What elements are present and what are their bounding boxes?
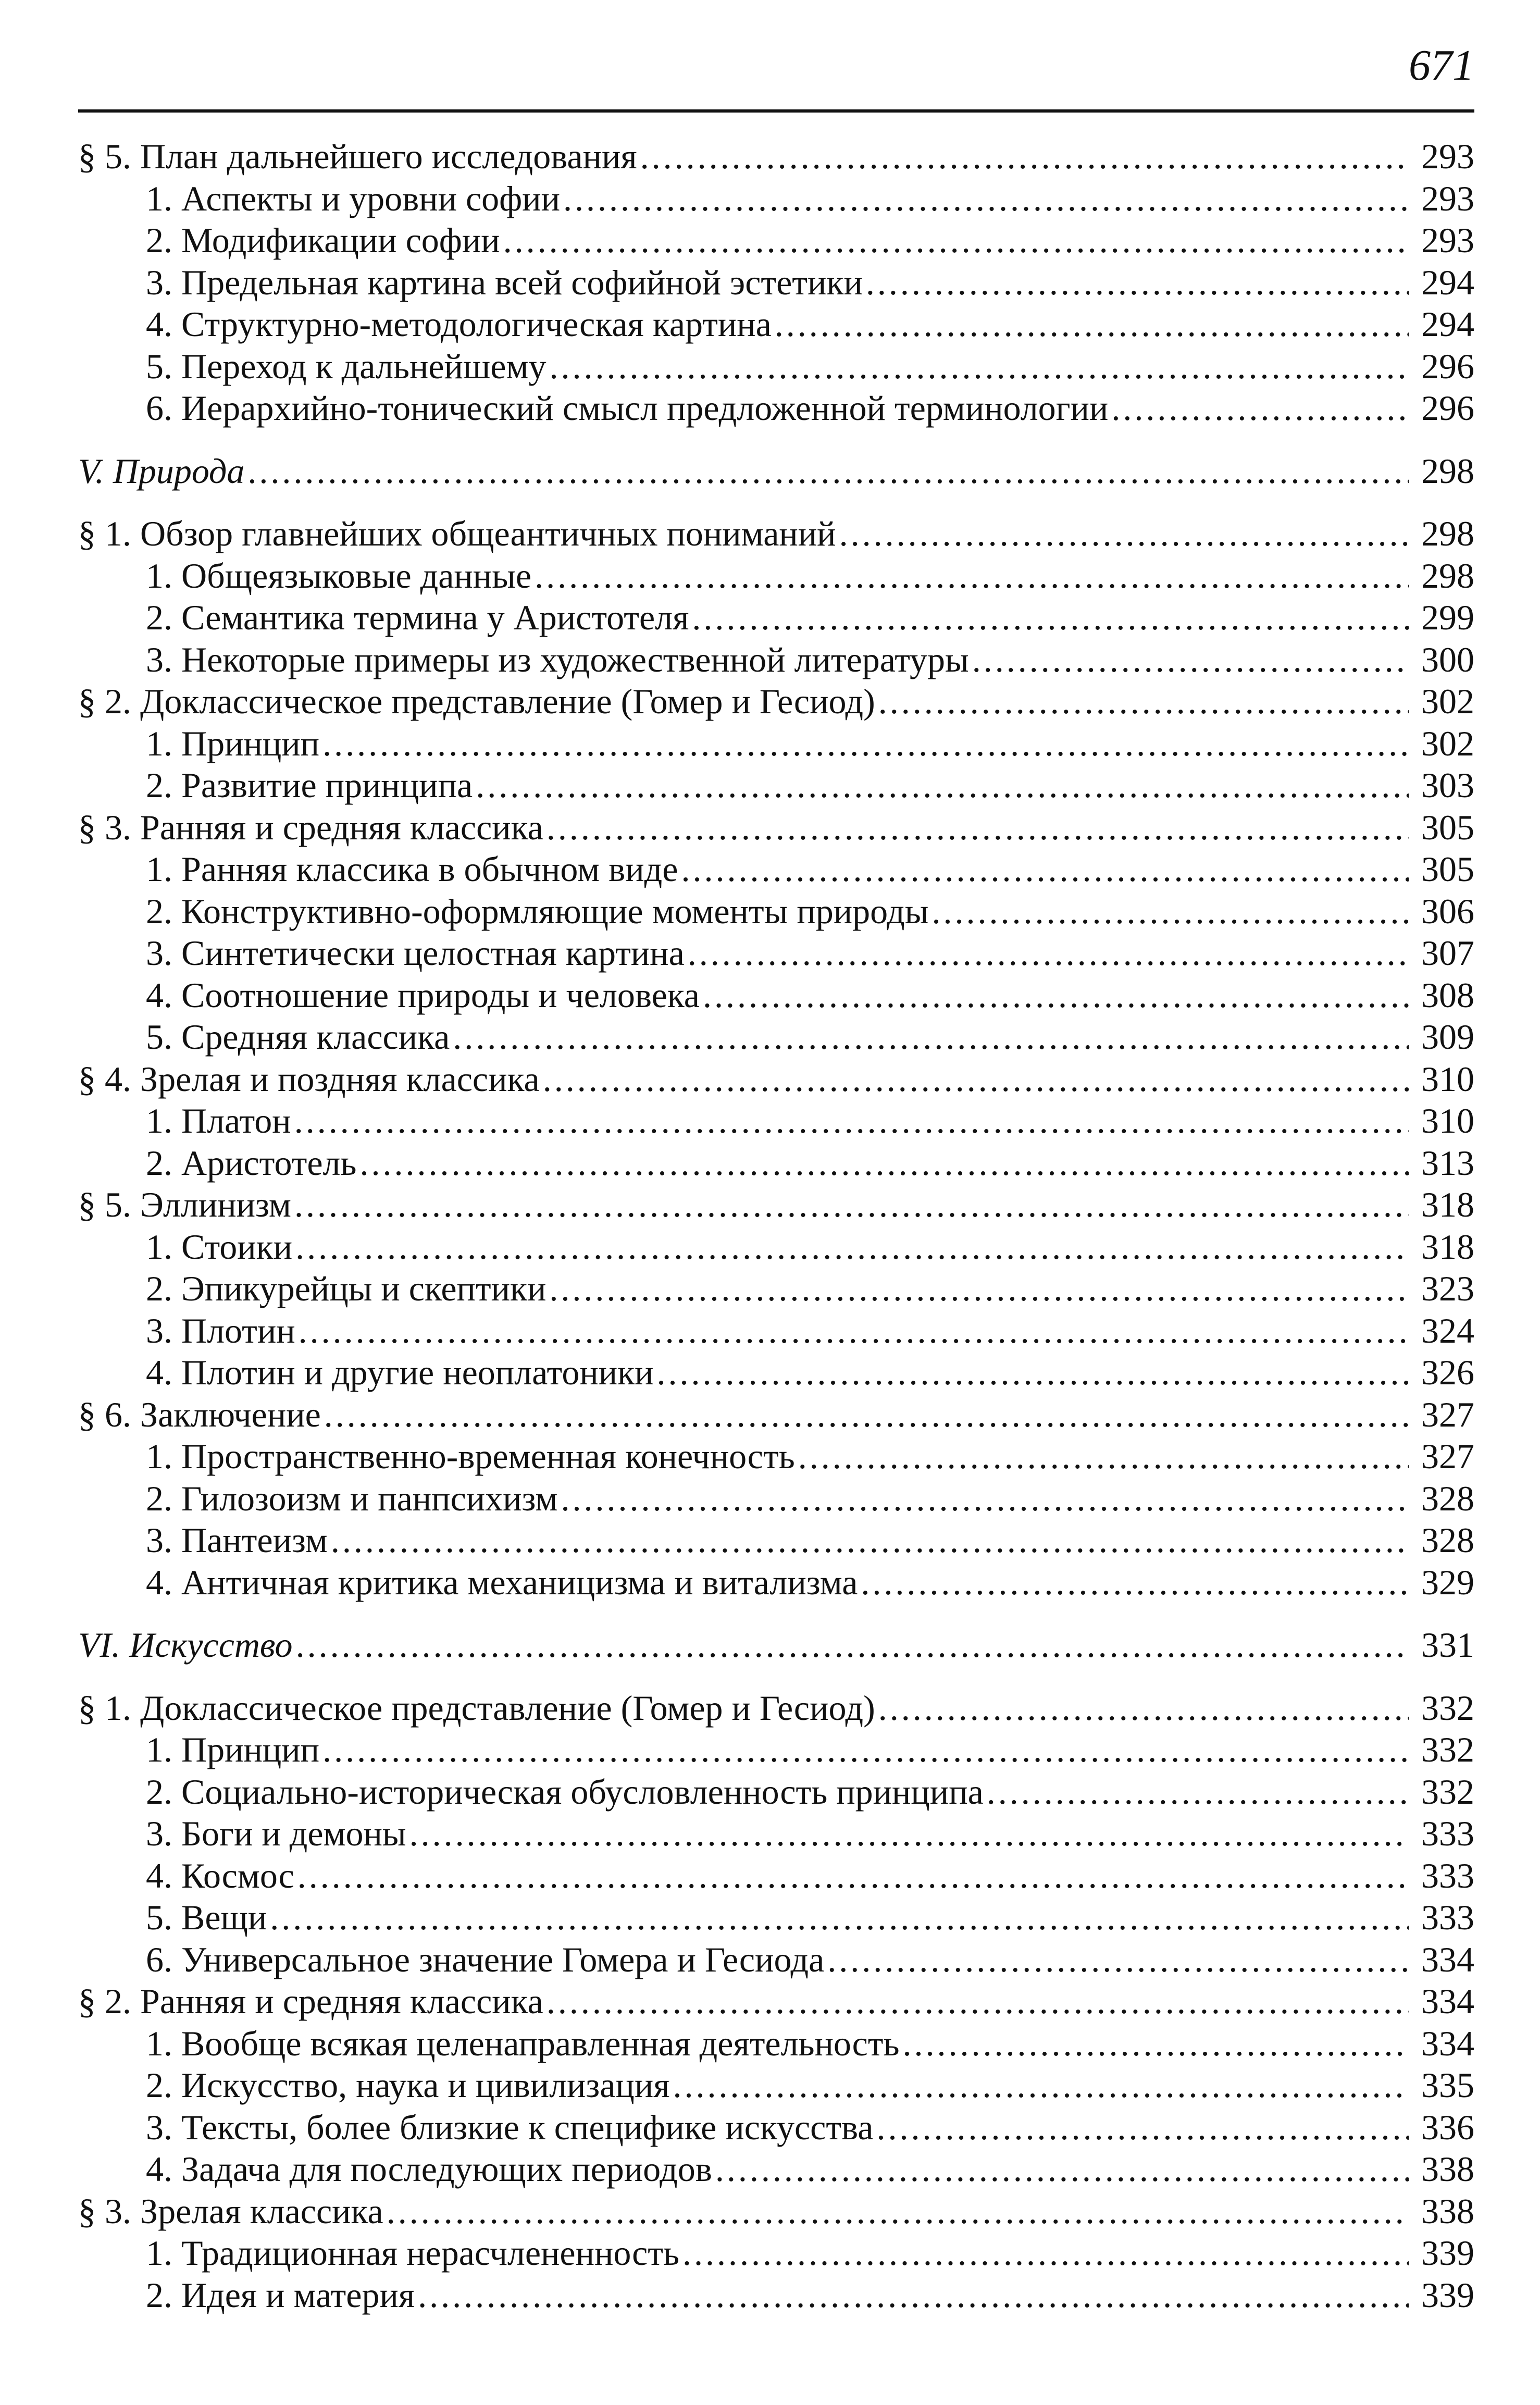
toc-entry-page-number: 293 [1421, 137, 1474, 176]
toc-entry-page-number: 336 [1421, 2107, 1474, 2147]
toc-entry-sub [78, 764, 1474, 807]
toc-entry-sub [78, 597, 1474, 639]
toc-entry-page-number: 326 [1421, 1353, 1474, 1392]
dot-leader [322, 1729, 1409, 1771]
toc-entry-sub [78, 178, 1474, 220]
toc-entry-page-number: 310 [1421, 1059, 1474, 1099]
toc-entry-title: 2. Идея и материя [146, 2275, 415, 2315]
toc-entry-page-number: 296 [1421, 346, 1474, 386]
toc-entry-page-number: 332 [1421, 1771, 1474, 1812]
toc-entry-sub [78, 555, 1474, 597]
dot-leader [322, 723, 1409, 765]
dot-leader [1111, 387, 1409, 429]
toc-entry-sub [78, 1771, 1474, 1813]
toc-entry-title: § 2. Доклассическое представление (Гомер и Гесиод) [78, 681, 875, 721]
dot-leader [547, 807, 1409, 849]
toc-entry-title: 2. Социально-историческая обусловленность принципа [146, 1771, 984, 1812]
toc-entry-section [78, 2190, 1474, 2233]
toc-entry-page-number: 305 [1421, 849, 1474, 889]
toc-entry-page-number: 303 [1421, 765, 1474, 805]
toc-entry-sub [78, 2106, 1474, 2149]
toc-entry-page-number: 300 [1421, 639, 1474, 679]
toc-entry-sub [78, 1142, 1474, 1184]
toc-entry-sub [78, 1561, 1474, 1604]
dot-leader [270, 1896, 1409, 1939]
dot-leader [987, 1771, 1409, 1813]
dot-leader [932, 890, 1409, 933]
toc-entry-title: § 3. Ранняя и средняя классика [78, 807, 543, 847]
dot-leader [550, 345, 1409, 388]
toc-entry-sub [78, 1519, 1474, 1561]
dot-leader [703, 974, 1409, 1016]
toc-entry-page-number: 298 [1421, 514, 1474, 553]
toc-entry-title: § 3. Зрелая классика [78, 2191, 383, 2231]
dot-leader [299, 1310, 1409, 1352]
toc-entry-page-number: 333 [1421, 1855, 1474, 1895]
toc-entry-page-number: 302 [1421, 681, 1474, 721]
toc-entry-title: 5. Вещи [146, 1898, 267, 1937]
dot-leader [453, 1016, 1409, 1058]
dot-leader [972, 639, 1409, 681]
toc-entry-sub [78, 2064, 1474, 2106]
dot-leader [866, 262, 1409, 304]
toc-entry-chapter [78, 450, 1474, 492]
toc-entry-title: 1. Принцип [146, 1730, 320, 1769]
toc-entry-page-number: 339 [1421, 2233, 1474, 2273]
dot-leader [331, 1519, 1409, 1561]
toc-entry-sub [78, 219, 1474, 262]
toc-entry-page-number: 298 [1421, 555, 1474, 596]
toc-entry-sub [78, 1226, 1474, 1268]
toc-entry-title: 2. Искусство, наука и цивилизация [146, 2065, 670, 2105]
toc-entry-page-number: 338 [1421, 2191, 1474, 2231]
toc-entry-page-number: 328 [1421, 1520, 1474, 1560]
toc-entry-page-number: 333 [1421, 1814, 1474, 1853]
toc-entry-page-number: 339 [1421, 2275, 1474, 2315]
toc-entry-sub [78, 345, 1474, 388]
toc-entry-title: 3. Пантеизм [146, 1520, 328, 1560]
toc-entry-page-number: 327 [1421, 1394, 1474, 1434]
toc-entry-section [78, 1184, 1474, 1226]
toc-entry-sub [78, 1268, 1474, 1310]
toc-entry-section [78, 1687, 1474, 1729]
toc-entry-page-number: 332 [1421, 1730, 1474, 1769]
dot-leader [673, 2064, 1409, 2106]
toc-entry-section [78, 513, 1474, 555]
dot-leader [547, 1980, 1409, 2023]
toc-entry-section [78, 1394, 1474, 1436]
toc-entry-sub [78, 932, 1474, 974]
toc-entry-title: 4. Соотношение природы и человека [146, 975, 700, 1015]
toc-entry-title: 4. Античная критика механицизма и витализма [146, 1562, 858, 1602]
toc-entry-page-number: 327 [1421, 1436, 1474, 1476]
toc-entry-title: § 5. План дальнейшего исследования [78, 137, 637, 176]
dot-leader [297, 1855, 1409, 1897]
toc-entry-page-number: 329 [1421, 1562, 1474, 1602]
toc-entry-page-number: 302 [1421, 723, 1474, 763]
toc-entry-sub [78, 1729, 1474, 1771]
toc-entry-title: 5. Средняя классика [146, 1017, 450, 1057]
dot-leader [798, 1435, 1409, 1478]
toc-entry-title: 2. Аристотель [146, 1143, 357, 1183]
toc-entry-page-number: 318 [1421, 1185, 1474, 1224]
toc-entry-title: § 1. Обзор главнейших общеантичных пониманий [78, 514, 836, 553]
toc-entry-title: 1. Пространственно-временная конечность [146, 1436, 795, 1476]
dot-leader [839, 513, 1409, 555]
dot-leader [247, 450, 1409, 492]
toc-entry-title: § 1. Доклассическое представление (Гомер и Гесиод) [78, 1688, 875, 1728]
toc-entry-title: 1. Вообще всякая целенаправленная деятельность [146, 2023, 900, 2063]
toc-entry-sub [78, 2023, 1474, 2065]
dot-leader [324, 1394, 1409, 1436]
page-header [78, 0, 1474, 115]
toc-entry-sub [78, 1939, 1474, 1981]
dot-leader [903, 2023, 1409, 2065]
toc-entry-sub [78, 1855, 1474, 1897]
dot-leader [476, 764, 1409, 807]
toc-entry-sub [78, 1310, 1474, 1352]
dot-leader [715, 2148, 1409, 2190]
toc-entry-section [78, 807, 1474, 849]
toc-entry-sub [78, 1478, 1474, 1520]
toc-entry-title: 2. Конструктивно-оформляющие моменты природы [146, 891, 929, 931]
toc-entry-page-number: 298 [1421, 451, 1474, 491]
toc-entry-title: VI. Искусство [78, 1625, 293, 1665]
toc-entry-sub [78, 1435, 1474, 1478]
toc-entry-title: 3. Боги и демоны [146, 1814, 406, 1853]
dot-leader [682, 2232, 1409, 2274]
toc-entry-page-number: 328 [1421, 1478, 1474, 1518]
toc-entry-sub [78, 303, 1474, 345]
toc-entry-title: 6. Универсальное значение Гомера и Гесиода [146, 1939, 825, 1979]
dot-leader [294, 1184, 1409, 1226]
page-number: 671 [1409, 41, 1474, 90]
toc-entry-title: 4. Структурно-методологическая картина [146, 304, 772, 344]
toc-entry-title: 2. Гилозоизм и панпсихизм [146, 1478, 558, 1518]
toc-entry-title: 1. Аспекты и уровни софии [146, 178, 561, 218]
toc-entry-title: 3. Плотин [146, 1310, 295, 1350]
toc-entry-title: 3. Тексты, более близкие к специфике искусства [146, 2107, 874, 2147]
toc-entry-page-number: 294 [1421, 262, 1474, 302]
toc-entry-title: 3. Синтетически целостная картина [146, 933, 685, 973]
dot-leader [657, 1352, 1409, 1394]
toc-entry-title: 2. Эпикурейцы и скептики [146, 1269, 547, 1308]
toc-entry-title: 2. Развитие принципа [146, 765, 473, 805]
dot-leader [503, 219, 1409, 262]
book-page [78, 0, 1474, 2405]
toc-entry-title: 1. Традиционная нерасчлененность [146, 2233, 679, 2273]
toc-entry-section [78, 1058, 1474, 1100]
toc-entry-chapter [78, 1624, 1474, 1666]
toc-entry-sub [78, 639, 1474, 681]
toc-entry-page-number: 331 [1421, 1625, 1474, 1665]
toc-entry-sub [78, 890, 1474, 933]
toc-entry-section [78, 1980, 1474, 2023]
toc-entry-title: 4. Задача для последующих периодов [146, 2149, 712, 2189]
toc-entry-sub [78, 2274, 1474, 2316]
toc-entry-title: 5. Переход к дальнейшему [146, 346, 547, 386]
toc-entry-title: 3. Некоторые примеры из художественной литературы [146, 639, 969, 679]
dot-leader [296, 1624, 1409, 1666]
dot-leader [359, 1142, 1409, 1184]
toc-entry-sub [78, 2232, 1474, 2274]
dot-leader [418, 2274, 1409, 2316]
toc-entry-page-number: 334 [1421, 1939, 1474, 1979]
toc-entry-page-number: 309 [1421, 1017, 1474, 1057]
toc-entry-sub [78, 1100, 1474, 1142]
toc-entry-page-number: 293 [1421, 220, 1474, 260]
toc-entry-sub [78, 387, 1474, 429]
toc-entry-page-number: 299 [1421, 598, 1474, 637]
table-of-contents [78, 135, 1474, 2316]
toc-entry-title: 3. Предельная картина всей софийной эстетики [146, 262, 863, 302]
toc-entry-title: 1. Общеязыковые данные [146, 555, 532, 596]
toc-entry-page-number: 324 [1421, 1310, 1474, 1350]
dot-leader [387, 2190, 1409, 2233]
header-rule [78, 109, 1474, 113]
toc-entry-title: § 4. Зрелая и поздняя классика [78, 1059, 540, 1099]
toc-entry-sub [78, 1016, 1474, 1058]
toc-entry-title: 2. Семантика термина у Аристотеля [146, 598, 689, 637]
dot-leader [876, 2106, 1409, 2149]
dot-leader [681, 848, 1409, 890]
toc-entry-title: 1. Принцип [146, 723, 320, 763]
toc-entry-page-number: 296 [1421, 388, 1474, 428]
dot-leader [563, 178, 1409, 220]
dot-leader [543, 1058, 1409, 1100]
toc-entry-section [78, 135, 1474, 178]
toc-entry-sub [78, 1896, 1474, 1939]
toc-entry-page-number: 334 [1421, 1981, 1474, 2021]
toc-entry-title: 4. Космос [146, 1855, 294, 1895]
toc-entry-page-number: 308 [1421, 975, 1474, 1015]
toc-entry-title: 4. Плотин и другие неоплатоники [146, 1353, 654, 1392]
toc-entry-title: § 5. Эллинизм [78, 1185, 291, 1224]
toc-entry-title: 1. Ранняя классика в обычном виде [146, 849, 678, 889]
dot-leader [775, 303, 1409, 345]
dot-leader [688, 932, 1409, 974]
toc-entry-sub [78, 262, 1474, 304]
toc-entry-section [78, 680, 1474, 723]
dot-leader [861, 1561, 1409, 1604]
dot-leader [535, 555, 1409, 597]
dot-leader [640, 135, 1409, 178]
toc-entry-page-number: 318 [1421, 1226, 1474, 1267]
toc-entry-page-number: 333 [1421, 1898, 1474, 1937]
toc-entry-page-number: 313 [1421, 1143, 1474, 1183]
dot-leader [692, 597, 1409, 639]
toc-entry-page-number: 323 [1421, 1269, 1474, 1308]
dot-leader [409, 1813, 1409, 1855]
toc-entry-page-number: 305 [1421, 807, 1474, 847]
toc-entry-page-number: 307 [1421, 933, 1474, 973]
dot-leader [827, 1939, 1409, 1981]
toc-entry-sub [78, 723, 1474, 765]
toc-entry-title: 1. Платон [146, 1101, 291, 1140]
toc-entry-title: § 2. Ранняя и средняя классика [78, 1981, 543, 2021]
toc-entry-title: 1. Стоики [146, 1226, 293, 1267]
toc-entry-sub [78, 1813, 1474, 1855]
dot-leader [878, 680, 1409, 723]
toc-entry-title: V. Природа [78, 451, 245, 491]
toc-entry-page-number: 310 [1421, 1101, 1474, 1140]
toc-entry-page-number: 334 [1421, 2023, 1474, 2063]
toc-entry-sub [78, 974, 1474, 1016]
toc-entry-page-number: 332 [1421, 1688, 1474, 1728]
toc-entry-sub [78, 848, 1474, 890]
dot-leader [549, 1268, 1409, 1310]
toc-entry-title: 2. Модификации софии [146, 220, 500, 260]
dot-leader [295, 1226, 1409, 1268]
toc-entry-title: 6. Иерархийно-тонический смысл предложенной терминологии [146, 388, 1109, 428]
toc-entry-page-number: 294 [1421, 304, 1474, 344]
dot-leader [561, 1478, 1409, 1520]
toc-entry-page-number: 293 [1421, 178, 1474, 218]
toc-entry-page-number: 306 [1421, 891, 1474, 931]
toc-entry-title: § 6. Заключение [78, 1394, 321, 1434]
dot-leader [878, 1687, 1409, 1729]
toc-entry-sub [78, 2148, 1474, 2190]
toc-entry-page-number: 338 [1421, 2149, 1474, 2189]
dot-leader [294, 1100, 1409, 1142]
toc-entry-page-number: 335 [1421, 2065, 1474, 2105]
toc-entry-sub [78, 1352, 1474, 1394]
